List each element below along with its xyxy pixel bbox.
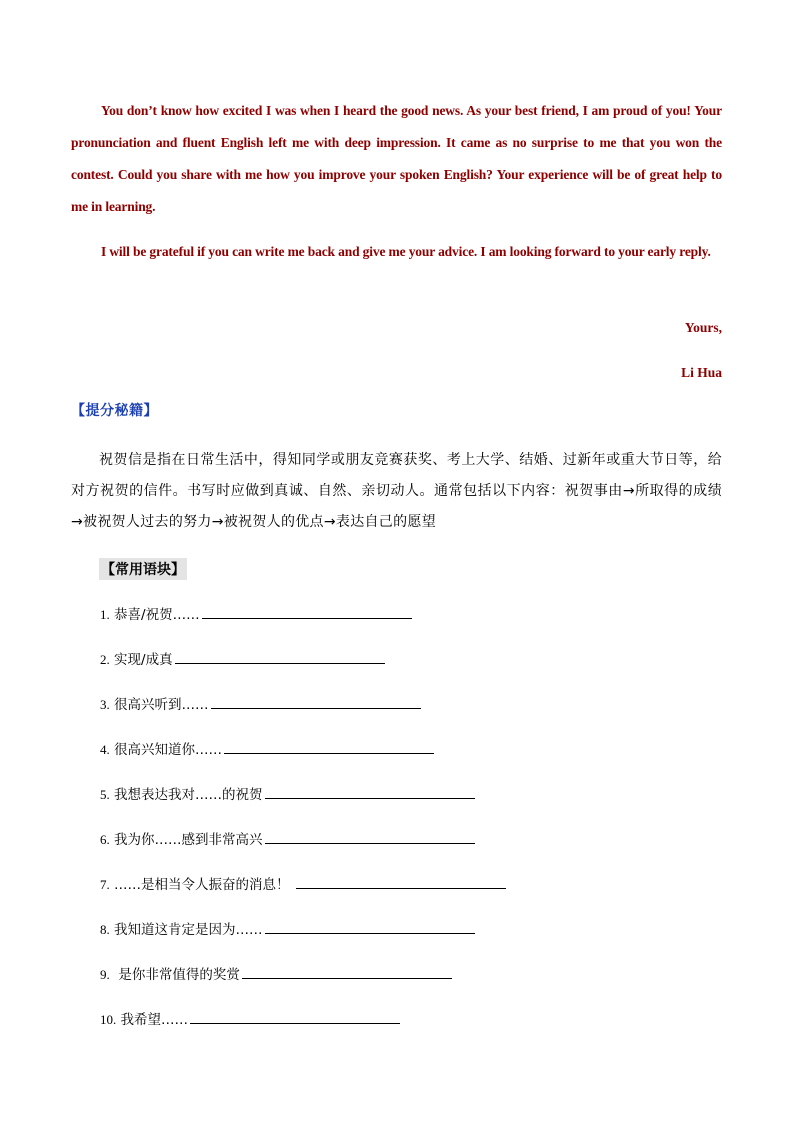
answer-blank[interactable] (224, 739, 434, 754)
list-item (100, 829, 506, 874)
item-number: 8. (100, 922, 110, 937)
item-text: 我希望…… (120, 1012, 189, 1028)
list-item (100, 649, 506, 694)
item-text: ……是相当令人振奋的消息！ (114, 877, 290, 893)
letter-paragraph-1: You don’t know how excited I was when I heard the good news. As your best friend, I am proud of you! Your pronunciation and fluent English left me with deep impression. It came as no surprise to me that you won the contest. Could you share with me how you improve your spoken English? Your experience will be of great help to me in learning. (71, 103, 722, 214)
list-item (100, 1009, 506, 1054)
answer-blank[interactable] (211, 694, 421, 709)
list-item (100, 964, 506, 1009)
letter-closing: Yours, (684, 320, 722, 335)
list-item (100, 739, 506, 784)
item-number: 2. (100, 652, 110, 667)
item-text: 我为你……感到非常高兴 (114, 832, 263, 848)
list-item (100, 874, 506, 919)
answer-blank[interactable] (265, 919, 475, 934)
item-number: 5. (100, 787, 110, 802)
answer-blank[interactable] (190, 1009, 400, 1024)
answer-blank[interactable] (202, 604, 412, 619)
item-number: 1. (100, 607, 110, 622)
tips-intro: 祝贺信是指在日常生活中，得知同学或朋友竞赛获奖、考上大学、结婚、过新年或重大节日等，给对方祝贺的信件。书写时应做到真诚、自然、亲切动人。通常包括以下内容：祝贺事由→所取得的成绩→被祝贺人过去的努力→被祝贺人的优点→表达自己的愿望 (71, 452, 722, 530)
answer-blank[interactable] (242, 964, 452, 979)
answer-blank[interactable] (175, 649, 385, 664)
list-item (100, 694, 506, 739)
item-text: 实现/成真 (114, 652, 173, 668)
item-text: 是你非常值得的奖赏 (109, 967, 240, 983)
item-text: 很高兴听到…… (114, 697, 209, 713)
item-number: 3. (100, 697, 110, 712)
letter-paragraph-2: I will be grateful if you can write me back and give me your advice. I am looking forward to your early reply. (101, 244, 711, 259)
item-number: 10. (100, 1012, 117, 1027)
list-item (100, 919, 506, 964)
list-item (100, 784, 506, 829)
answer-blank[interactable] (265, 784, 475, 799)
item-text: 很高兴知道你…… (114, 742, 223, 758)
phrase-list (100, 604, 506, 1054)
item-text: 我想表达我对……的祝贺 (114, 787, 263, 803)
item-number: 6. (100, 832, 110, 847)
phrases-title: 【常用语块】 (99, 558, 187, 580)
list-item (100, 604, 506, 649)
item-number: 9. (100, 967, 110, 982)
item-text: 恭喜/祝贺…… (114, 607, 200, 623)
item-number: 7. (100, 877, 110, 892)
item-text: 我知道这肯定是因为…… (114, 922, 263, 938)
answer-blank[interactable] (296, 874, 506, 889)
item-number: 4. (100, 742, 110, 757)
letter-signature: Li Hua (681, 365, 722, 380)
tips-title: 【提分秘籍】 (71, 403, 158, 419)
answer-blank[interactable] (265, 829, 475, 844)
